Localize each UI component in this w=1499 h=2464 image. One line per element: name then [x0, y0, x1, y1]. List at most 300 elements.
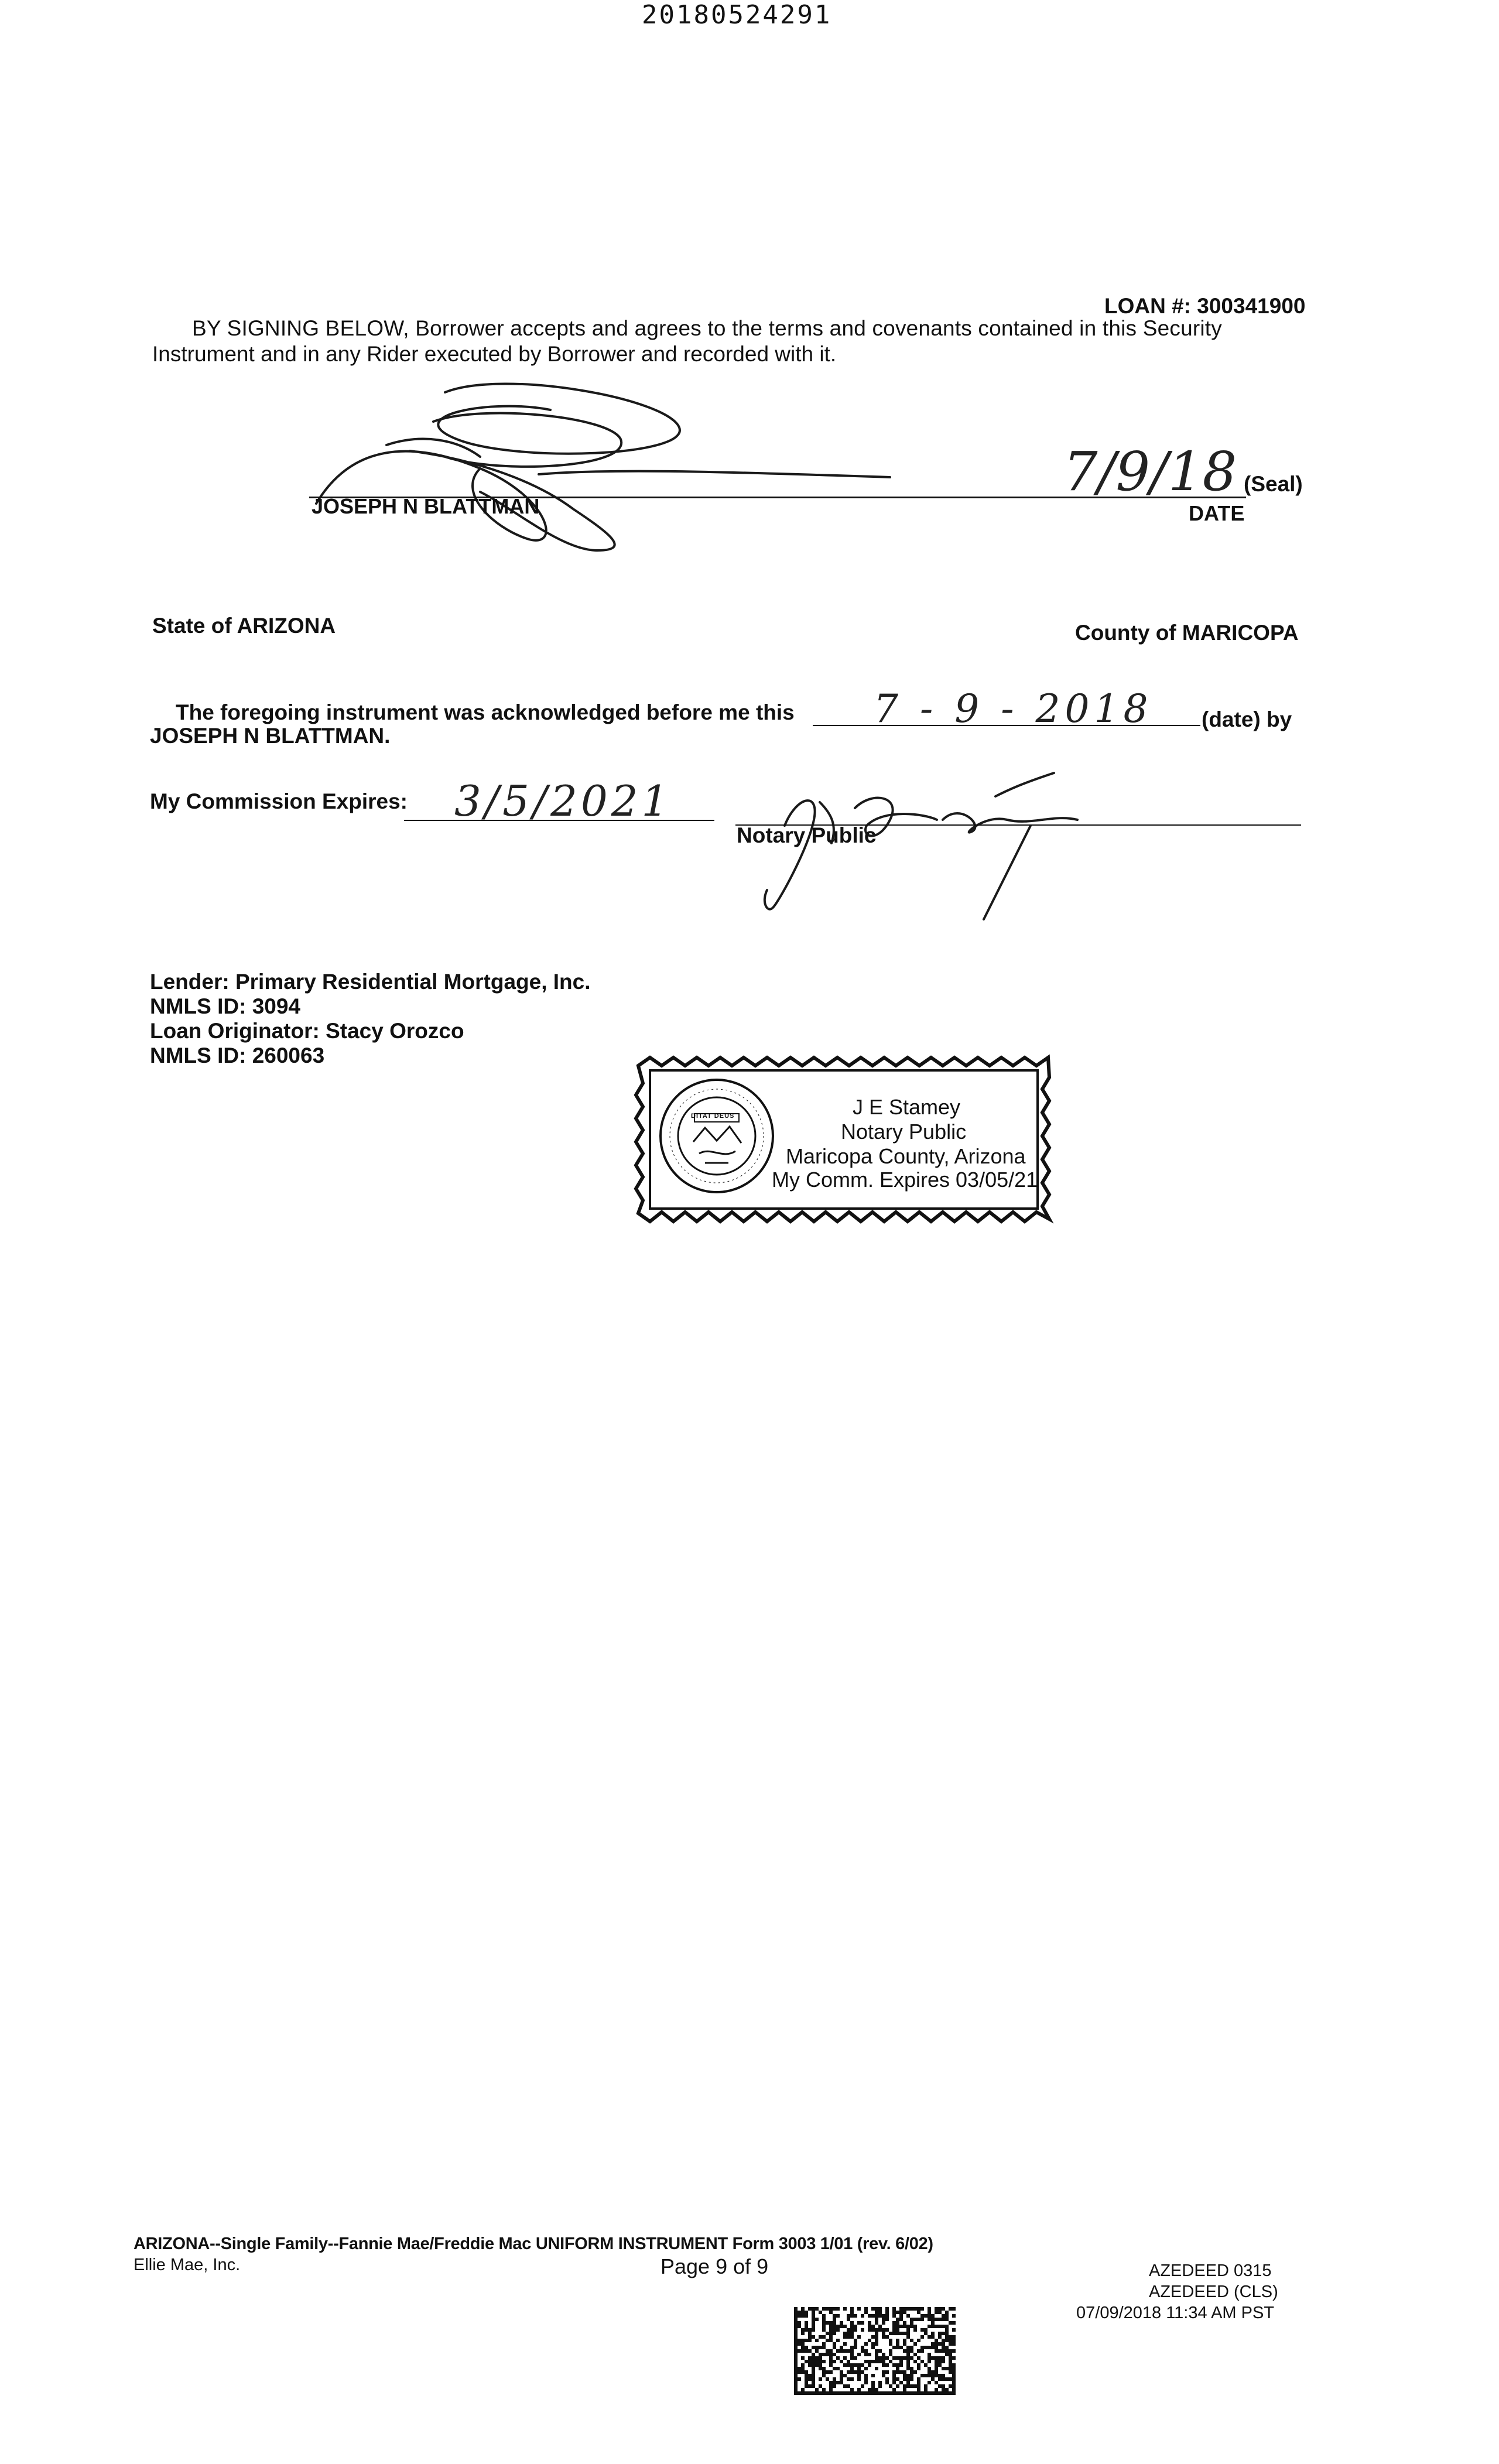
barcode-cell: [864, 2353, 868, 2356]
barcode-cell: [949, 2360, 952, 2363]
barcode-cell: [924, 2374, 928, 2377]
barcode-cell: [815, 2388, 819, 2391]
barcode-cell: [850, 2367, 854, 2370]
barcode-cell: [942, 2367, 945, 2370]
barcode-cell: [889, 2332, 892, 2335]
barcode-cell: [903, 2377, 906, 2381]
barcode-cell: [829, 2311, 833, 2314]
barcode-cell: [945, 2318, 949, 2321]
barcode-cell: [822, 2307, 826, 2311]
barcode-cell: [945, 2367, 949, 2370]
barcode-cell: [857, 2370, 861, 2374]
barcode-cell: [798, 2311, 801, 2314]
barcode-cell: [906, 2356, 910, 2360]
barcode-cell: [896, 2370, 899, 2374]
barcode-cell: [875, 2360, 878, 2363]
barcode-cell: [822, 2328, 826, 2332]
barcode-cell: [812, 2325, 815, 2328]
barcode-cell: [928, 2391, 931, 2395]
barcode-cell: [871, 2381, 875, 2384]
barcode-cell: [942, 2391, 945, 2395]
barcode-cell: [942, 2388, 945, 2391]
barcode-cell: [945, 2388, 949, 2391]
barcode-cell: [801, 2356, 805, 2360]
barcode-cell: [840, 2349, 843, 2353]
barcode-cell: [928, 2314, 931, 2318]
barcode-cell: [798, 2367, 801, 2370]
barcode-cell: [892, 2388, 896, 2391]
barcode-cell: [871, 2314, 875, 2318]
barcode-cell: [882, 2360, 885, 2363]
barcode-cell: [928, 2325, 931, 2328]
barcode-cell: [942, 2332, 945, 2335]
barcode-cell: [847, 2349, 850, 2353]
barcode-cell: [805, 2391, 808, 2395]
barcode-cell: [920, 2335, 924, 2339]
barcode-cell: [798, 2349, 801, 2353]
barcode-cell: [928, 2335, 931, 2339]
barcode-cell: [850, 2335, 854, 2339]
barcode-cell: [871, 2328, 875, 2332]
barcode-cell: [945, 2328, 949, 2332]
barcode-cell: [892, 2363, 896, 2367]
barcode-cell: [896, 2342, 899, 2346]
barcode-cell: [857, 2321, 861, 2325]
barcode-cell: [882, 2391, 885, 2395]
footer-page-number: Page 9 of 9: [660, 2254, 769, 2278]
barcode-cell: [843, 2349, 847, 2353]
barcode-cell: [822, 2318, 826, 2321]
barcode-cell: [945, 2353, 949, 2356]
barcode-cell: [843, 2335, 847, 2339]
barcode-cell: [938, 2325, 942, 2328]
barcode-cell: [836, 2349, 840, 2353]
barcode-cell: [812, 2381, 815, 2384]
barcode-cell: [931, 2335, 935, 2339]
barcode-cell: [928, 2360, 931, 2363]
barcode-cell: [794, 2370, 798, 2374]
barcode-cell: [920, 2328, 924, 2332]
barcode-cell: [794, 2335, 798, 2339]
barcode-cell: [952, 2342, 956, 2346]
barcode-cell: [871, 2360, 875, 2363]
barcode-cell: [892, 2374, 896, 2377]
barcode-cell: [892, 2325, 896, 2328]
barcode-cell: [794, 2388, 798, 2391]
barcode-cell: [829, 2363, 833, 2367]
barcode-cell: [917, 2391, 920, 2395]
barcode-cell: [917, 2377, 920, 2381]
barcode-cell: [847, 2384, 850, 2388]
barcode-cell: [833, 2332, 836, 2335]
barcode-cell: [952, 2314, 956, 2318]
barcode-cell: [822, 2391, 826, 2395]
barcode-cell: [875, 2321, 878, 2325]
barcode-cell: [942, 2314, 945, 2318]
barcode-cell: [801, 2339, 805, 2342]
barcode-cell: [861, 2391, 864, 2395]
barcode-cell: [885, 2363, 889, 2367]
barcode-cell: [896, 2328, 899, 2332]
barcode-cell: [805, 2321, 808, 2325]
barcode-cell: [850, 2307, 854, 2311]
barcode-cell: [896, 2332, 899, 2335]
barcode-cell: [878, 2314, 882, 2318]
barcode-cell: [812, 2307, 815, 2311]
barcode-cell: [801, 2346, 805, 2349]
barcode-cell: [801, 2367, 805, 2370]
barcode-cell: [826, 2321, 829, 2325]
barcode-cell: [864, 2349, 868, 2353]
barcode-cell: [857, 2374, 861, 2377]
barcode-cell: [917, 2363, 920, 2367]
stamp-expiration: My Comm. Expires 03/05/21: [772, 1168, 1038, 1192]
barcode-cell: [794, 2328, 798, 2332]
loan-number-label: LOAN #:: [1104, 294, 1191, 318]
barcode-cell: [949, 2391, 952, 2395]
barcode-cell: [871, 2374, 875, 2377]
barcode-cell: [892, 2307, 896, 2311]
barcode-cell: [945, 2339, 949, 2342]
barcode-cell: [910, 2356, 913, 2360]
barcode-cell: [864, 2360, 868, 2363]
seal-label: (Seal): [1244, 472, 1303, 496]
barcode-cell: [903, 2349, 906, 2353]
barcode-cell: [854, 2342, 857, 2346]
barcode-cell: [920, 2360, 924, 2363]
barcode-cell: [836, 2381, 840, 2384]
barcode-cell: [889, 2349, 892, 2353]
acknowledgment-name: JOSEPH N BLATTMAN.: [150, 724, 391, 748]
barcode-cell: [952, 2367, 956, 2370]
barcode-cell: [906, 2363, 910, 2367]
barcode-cell: [949, 2356, 952, 2360]
barcode-cell: [899, 2381, 903, 2384]
barcode-cell: [928, 2356, 931, 2360]
barcode-cell: [857, 2335, 861, 2339]
barcode-cell: [892, 2314, 896, 2318]
loan-number-value: 300341900: [1197, 294, 1306, 318]
barcode-cell: [805, 2360, 808, 2363]
barcode-cell: [854, 2346, 857, 2349]
barcode-cell: [812, 2384, 815, 2388]
barcode-cell: [935, 2339, 938, 2342]
barcode-cell: [829, 2384, 833, 2388]
barcode-cell: [938, 2377, 942, 2381]
barcode-cell: [871, 2307, 875, 2311]
barcode-cell: [801, 2349, 805, 2353]
barcode-cell: [850, 2349, 854, 2353]
barcode-cell: [942, 2318, 945, 2321]
barcode-cell: [794, 2349, 798, 2353]
barcode-cell: [826, 2349, 829, 2353]
barcode-cell: [812, 2314, 815, 2318]
barcode-cell: [794, 2356, 798, 2360]
barcode-cell: [938, 2311, 942, 2314]
barcode-cell: [906, 2377, 910, 2381]
barcode-cell: [903, 2342, 906, 2346]
barcode-cell: [794, 2391, 798, 2395]
barcode-cell: [801, 2328, 805, 2332]
barcode-cell: [843, 2307, 847, 2311]
barcode-cell: [829, 2349, 833, 2353]
barcode-cell: [801, 2307, 805, 2311]
barcode-cell: [942, 2377, 945, 2381]
barcode-cell: [850, 2332, 854, 2335]
barcode-cell: [899, 2370, 903, 2374]
barcode-cell: [889, 2384, 892, 2388]
barcode-cell: [885, 2391, 889, 2395]
barcode-cell: [808, 2363, 812, 2367]
barcode-cell: [840, 2377, 843, 2381]
barcode-cell: [847, 2332, 850, 2335]
barcode-cell: [798, 2321, 801, 2325]
barcode-cell: [822, 2367, 826, 2370]
barcode-cell: [826, 2353, 829, 2356]
barcode-cell: [794, 2311, 798, 2314]
barcode-cell: [906, 2374, 910, 2377]
barcode-cell: [875, 2353, 878, 2356]
barcode-cell: [931, 2321, 935, 2325]
barcode-cell: [840, 2346, 843, 2349]
barcode-cell: [913, 2318, 917, 2321]
barcode-cell: [885, 2381, 889, 2384]
barcode-cell: [935, 2381, 938, 2384]
barcode-cell: [829, 2339, 833, 2342]
barcode-cell: [850, 2325, 854, 2328]
barcode-cell: [903, 2325, 906, 2328]
barcode-cell: [938, 2335, 942, 2339]
county-label: County of MARICOPA: [1075, 621, 1299, 645]
barcode-cell: [794, 2325, 798, 2328]
barcode-cell: [819, 2311, 822, 2314]
barcode-cell: [871, 2388, 875, 2391]
barcode-cell: [850, 2346, 854, 2349]
barcode-cell: [882, 2318, 885, 2321]
barcode-cell: [819, 2391, 822, 2395]
barcode-cell: [945, 2349, 949, 2353]
barcode-cell: [935, 2342, 938, 2346]
barcode-cell: [917, 2349, 920, 2353]
barcode-cell: [794, 2360, 798, 2363]
barcode-cell: [794, 2374, 798, 2377]
commission-handwritten-date: 3/5/2021: [454, 776, 672, 826]
barcode-cell: [924, 2388, 928, 2391]
barcode-cell: [875, 2332, 878, 2335]
barcode-cell: [938, 2391, 942, 2395]
barcode-cell: [885, 2311, 889, 2314]
barcode-cell: [822, 2325, 826, 2328]
barcode-cell: [903, 2311, 906, 2314]
barcode-cell: [805, 2384, 808, 2388]
barcode-cell: [910, 2318, 913, 2321]
barcode-cell: [920, 2349, 924, 2353]
barcode-cell: [949, 2307, 952, 2311]
barcode-cell: [843, 2325, 847, 2328]
seal-motto: DITAT DEUS: [691, 1113, 735, 1120]
barcode-cell: [917, 2381, 920, 2384]
barcode-cell: [952, 2356, 956, 2360]
barcode-cell: [892, 2356, 896, 2360]
barcode-cell: [899, 2360, 903, 2363]
barcode-cell: [945, 2325, 949, 2328]
barcode-cell: [822, 2335, 826, 2339]
barcode-cell: [903, 2332, 906, 2335]
barcode-cell: [935, 2360, 938, 2363]
barcode-cell: [794, 2321, 798, 2325]
barcode-cell: [924, 2328, 928, 2332]
barcode-cell: [906, 2346, 910, 2349]
barcode-cell: [826, 2339, 829, 2342]
barcode-cell: [920, 2307, 924, 2311]
barcode-cell: [928, 2367, 931, 2370]
barcode-cell: [847, 2360, 850, 2363]
barcode-cell: [833, 2328, 836, 2332]
barcode-cell: [861, 2363, 864, 2367]
barcode-cell: [833, 2342, 836, 2346]
barcode-cell: [829, 2370, 833, 2374]
barcode-cell: [868, 2321, 871, 2325]
barcode-cell: [822, 2370, 826, 2374]
barcode-cell: [819, 2377, 822, 2381]
barcode-cell: [815, 2346, 819, 2349]
barcode-cell: [829, 2332, 833, 2335]
barcode-cell: [899, 2391, 903, 2395]
barcode-cell: [836, 2307, 840, 2311]
barcode-cell: [812, 2363, 815, 2367]
barcode-cell: [945, 2311, 949, 2314]
barcode-cell: [906, 2360, 910, 2363]
barcode-cell: [829, 2360, 833, 2363]
barcode-cell: [836, 2314, 840, 2318]
barcode-cell: [854, 2314, 857, 2318]
barcode-cell: [903, 2339, 906, 2342]
barcode-cell: [896, 2356, 899, 2360]
barcode-cell: [878, 2381, 882, 2384]
barcode-cell: [903, 2370, 906, 2374]
barcode-cell: [935, 2349, 938, 2353]
barcode-cell: [850, 2388, 854, 2391]
barcode-cell: [826, 2370, 829, 2374]
barcode-cell: [864, 2342, 868, 2346]
barcode-cell: [808, 2335, 812, 2339]
barcode-cell: [910, 2325, 913, 2328]
barcode-cell: [861, 2346, 864, 2349]
barcode-cell: [868, 2360, 871, 2363]
barcode-cell: [833, 2307, 836, 2311]
barcode-cell: [871, 2325, 875, 2328]
acknowledgment-suffix: (date) by: [1202, 707, 1292, 731]
barcode-cell: [928, 2311, 931, 2314]
barcode-cell: [906, 2335, 910, 2339]
barcode-cell: [875, 2388, 878, 2391]
barcode-cell: [882, 2353, 885, 2356]
barcode-cell: [942, 2360, 945, 2363]
barcode-cell: [815, 2349, 819, 2353]
barcode-cell: [882, 2356, 885, 2360]
barcode-cell: [812, 2321, 815, 2325]
barcode-cell: [952, 2384, 956, 2388]
barcode-cell: [917, 2307, 920, 2311]
barcode-cell: [938, 2332, 942, 2335]
barcode-cell: [896, 2339, 899, 2342]
barcode-cell: [805, 2381, 808, 2384]
barcode-cell: [928, 2318, 931, 2321]
barcode-cell: [885, 2335, 889, 2339]
barcode-cell: [812, 2346, 815, 2349]
barcode-cell: [875, 2391, 878, 2395]
barcode-cell: [850, 2314, 854, 2318]
loan-originator: Loan Originator: Stacy Orozco: [150, 1019, 464, 1043]
barcode-cell: [878, 2391, 882, 2395]
barcode-cell: [805, 2349, 808, 2353]
barcode-cell: [829, 2307, 833, 2311]
barcode-cell: [928, 2307, 931, 2311]
barcode-cell: [861, 2349, 864, 2353]
barcode-cell: [812, 2335, 815, 2339]
barcode-cell: [815, 2363, 819, 2367]
barcode-cell: [840, 2321, 843, 2325]
barcode-cell: [949, 2335, 952, 2339]
borrower-name: JOSEPH N BLATTMAN: [312, 494, 540, 518]
barcode-cell: [885, 2377, 889, 2381]
barcode-cell: [949, 2363, 952, 2367]
barcode-cell: [843, 2342, 847, 2346]
barcode-cell: [868, 2353, 871, 2356]
barcode-cell: [952, 2335, 956, 2339]
barcode-cell: [945, 2335, 949, 2339]
barcode-cell: [889, 2360, 892, 2363]
barcode-cell: [836, 2339, 840, 2342]
barcode-cell: [910, 2346, 913, 2349]
barcode-cell: [928, 2353, 931, 2356]
barcode-cell: [942, 2307, 945, 2311]
barcode-cell: [868, 2325, 871, 2328]
barcode-cell: [896, 2346, 899, 2349]
stamp-notary-title: Notary Public: [841, 1120, 967, 1144]
barcode-cell: [910, 2339, 913, 2342]
barcode-cell: [829, 2328, 833, 2332]
barcode-cell: [847, 2314, 850, 2318]
barcode-cell: [875, 2356, 878, 2360]
barcode-cell: [949, 2339, 952, 2342]
barcode-cell: [833, 2381, 836, 2384]
barcode-cell: [868, 2388, 871, 2391]
barcode-cell: [885, 2314, 889, 2318]
barcode-cell: [910, 2370, 913, 2374]
barcode-cell: [805, 2314, 808, 2318]
barcode-cell: [935, 2363, 938, 2367]
barcode-cell: [931, 2370, 935, 2374]
barcode-cell: [913, 2353, 917, 2356]
barcode-cell: [889, 2339, 892, 2342]
barcode-cell: [833, 2321, 836, 2325]
barcode-cell: [931, 2318, 935, 2321]
barcode-cell: [878, 2349, 882, 2353]
barcode-cell: [899, 2356, 903, 2360]
barcode-cell: [878, 2356, 882, 2360]
barcode-cell: [822, 2346, 826, 2349]
barcode-cell: [896, 2367, 899, 2370]
barcode-cell: [903, 2388, 906, 2391]
barcode-cell: [808, 2332, 812, 2335]
barcode-cell: [798, 2342, 801, 2346]
barcode-cell: [808, 2356, 812, 2360]
barcode-cell: [864, 2374, 868, 2377]
barcode-cell: [924, 2363, 928, 2367]
barcode-cell: [819, 2360, 822, 2363]
barcode-cell: [924, 2314, 928, 2318]
